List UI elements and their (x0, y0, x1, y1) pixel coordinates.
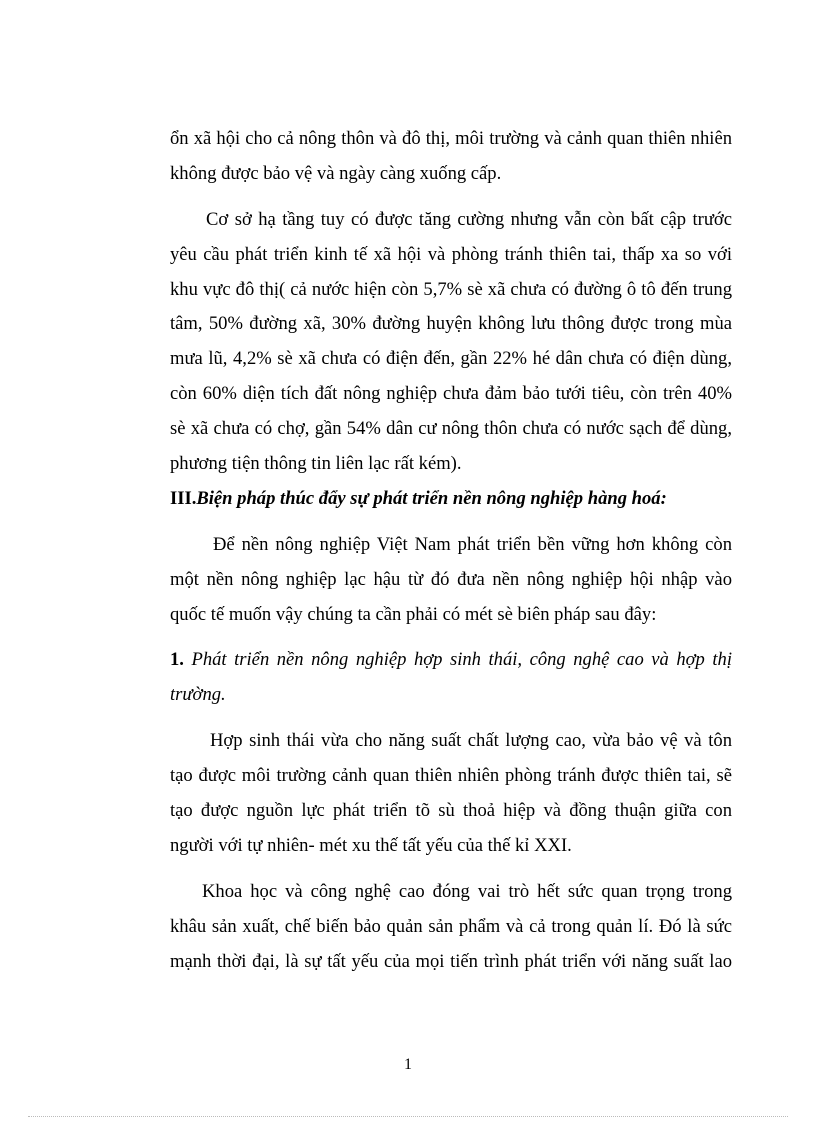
text-line: tạo được môi trường cảnh quan thiên nhiên phòng tránh được thiên tai, sẽ (170, 765, 732, 787)
text-line: Cơ sở hạ tầng tuy có được tăng cường nhưng vẫn còn bất cập trước (206, 208, 732, 230)
text-line: khu vực đô thị( cả nước hiện còn 5,7% sè xã chưa có đường ô tô đến trung (170, 278, 732, 300)
text-line: người với tự nhiên- mét xu thế tất yếu của thế kỉ XXI. (170, 834, 572, 856)
paragraph-environment (170, 122, 732, 192)
text-line: quốc tế muốn vậy chúng ta cần phải có mét sè biên pháp sau đây: (170, 603, 657, 625)
section-heading-number: III. (170, 487, 197, 509)
subsection-heading-line (170, 643, 732, 678)
paragraph-ecology (170, 724, 732, 864)
text-line: mạnh thời đại, là sự tất yếu của mọi tiến trình phát triển với năng suất lao (170, 950, 732, 972)
text-line: tâm, 50% đường xã, 30% đường huyện không lưu thông được trong mùa (170, 313, 732, 335)
paragraph-introduction (170, 528, 732, 633)
section-heading-text: Biện pháp thúc đẩy sự phát triển nền nông nghiệp hàng hoá: (196, 487, 667, 509)
text-line: ổn xã hội cho cả nông thôn và đô thị, môi trường và cảnh quan thiên nhiên (170, 128, 732, 149)
text-line: không được bảo vệ và ngày càng xuống cấp. (170, 162, 502, 184)
text-line: sè xã chưa có chợ, gần 54% dân cư nông thôn chưa có nước sạch để dùng, (170, 418, 732, 440)
section-heading (170, 482, 732, 517)
text-line: Để nền nông nghiệp Việt Nam phát triển bền vững hơn không còn (213, 533, 732, 555)
text-line: yêu cầu phát triển kinh tế xã hội và phòng tránh thiên tai, thấp xa so với (170, 243, 732, 265)
text-line: tạo được nguồn lực phát triển tõ sù thoả hiệp và đồng thuận giữa con (170, 800, 732, 822)
document-body (170, 122, 732, 979)
text-line: một nền nông nghiệp lạc hậu từ đó đưa nền nông nghiệp hội nhập vào (170, 568, 732, 590)
subsection-text: Phát triển nền nông nghiệp hợp sinh thái, công nghệ cao và hợp thị (191, 649, 732, 671)
paragraph-technology (170, 875, 732, 980)
text-line: phương tiện thông tin liên lạc rất kém). (170, 453, 462, 475)
subsection-heading-line (170, 678, 732, 713)
page-number: 1 (404, 1056, 412, 1073)
text-line: còn 60% diện tích đất nông nghiệp chưa đảm bảo tưới tiêu, còn trên 40% (170, 383, 732, 405)
text-line: mưa lũ, 4,2% sè xã chưa có điện đến, gần 22% hé dân chưa có điện dùng, (170, 348, 732, 370)
text-line: khâu sản xuất, chế biến bảo quản sản phẩm và cả trong quản lí. Đó là sức (170, 915, 732, 937)
text-line: Khoa học và công nghệ cao đóng vai trò hết sức quan trọng trong (202, 880, 732, 902)
text-line: Hợp sinh thái vừa cho năng suất chất lượng cao, vừa bảo vệ và tôn (210, 730, 732, 752)
subsection-number: 1. (170, 649, 184, 671)
subsection-heading (170, 643, 732, 713)
subsection-text-continued: trường. (170, 684, 226, 706)
page-boundary-divider (28, 1116, 788, 1117)
paragraph-infrastructure (170, 203, 732, 482)
